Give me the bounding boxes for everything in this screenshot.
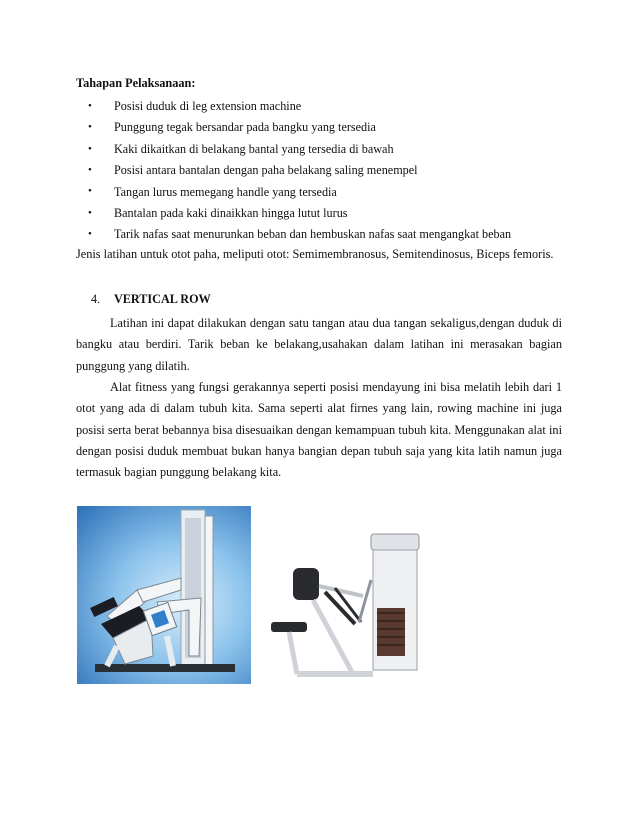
list-item: [88, 96, 568, 117]
step-text: Posisi duduk di leg extension machine: [114, 99, 302, 114]
leg-machine-photo: [77, 506, 251, 684]
leg-machine-illustration: [77, 506, 251, 684]
subsection-heading: [91, 292, 211, 307]
paragraph: [76, 377, 562, 483]
list-item: [88, 224, 568, 245]
paragraph-text: Alat fitness yang fungsi gerakannya seperti posisi mendayung ini bisa melatih lebih dari 1 otot yang ada di dalam tubuh kita. Sama seperti alat firnes yang lain, rowing machine ini juga posisi serta berat bebannya bisa disesuaikan dengan kemampuan tubuh kita. Menggunakan alat ini dengan posisi duduk membuat bukan hanya bangian depan tubuh saja yang kita latih namun juga termasuk bagian punggung belakang kita.: [76, 380, 562, 480]
paragraph: [76, 313, 562, 377]
subsection-number: 4.: [91, 292, 101, 306]
steps-list: [88, 96, 568, 246]
rowing-machine-photo: [263, 526, 437, 686]
subsection-title: VERTICAL ROW: [114, 292, 211, 306]
bullet-icon: •: [88, 121, 92, 134]
bullet-icon: •: [88, 228, 92, 241]
bullet-icon: •: [88, 163, 92, 176]
paragraph-text: Latihan ini dapat dilakukan dengan satu tangan atau dua tangan sekaligus,dengan duduk di bangku atau berdiri. Tarik beban ke belakang,usahakan dalam latihan ini merasakan bagian punggung yang dilatih.: [76, 316, 562, 373]
bullet-icon: •: [88, 206, 92, 219]
step-text: Posisi antara bantalan dengan paha belakang saling menempel: [114, 163, 418, 178]
step-text: Kaki dikaitkan di belakang bantal yang tersedia di bawah: [114, 141, 394, 156]
section-heading: Tahapan Pelaksanaan:: [76, 76, 196, 90]
bullet-icon: •: [88, 142, 92, 155]
list-item: [88, 160, 568, 181]
bullet-icon: •: [88, 185, 92, 198]
list-item: [88, 117, 568, 138]
step-text: Tarik nafas saat menurunkan beban dan hembuskan nafas saat mengangkat beban: [114, 227, 512, 242]
rowing-machine-illustration: [263, 526, 437, 686]
list-item: [88, 203, 568, 224]
step-text: Bantalan pada kaki dinaikkan hingga lutut lurus: [114, 206, 348, 221]
list-item: [88, 139, 568, 160]
bullet-icon: •: [88, 99, 92, 112]
step-text: Tangan lurus memegang handle yang tersedia: [114, 184, 337, 199]
step-text: Punggung tegak bersandar pada bangku yang tersedia: [114, 120, 376, 135]
muscle-types-text: Jenis latihan untuk otot paha, meliputi otot: Semimembranosus, Semitendinosus, Biceps femoris.: [76, 247, 554, 261]
list-item: [88, 182, 568, 203]
